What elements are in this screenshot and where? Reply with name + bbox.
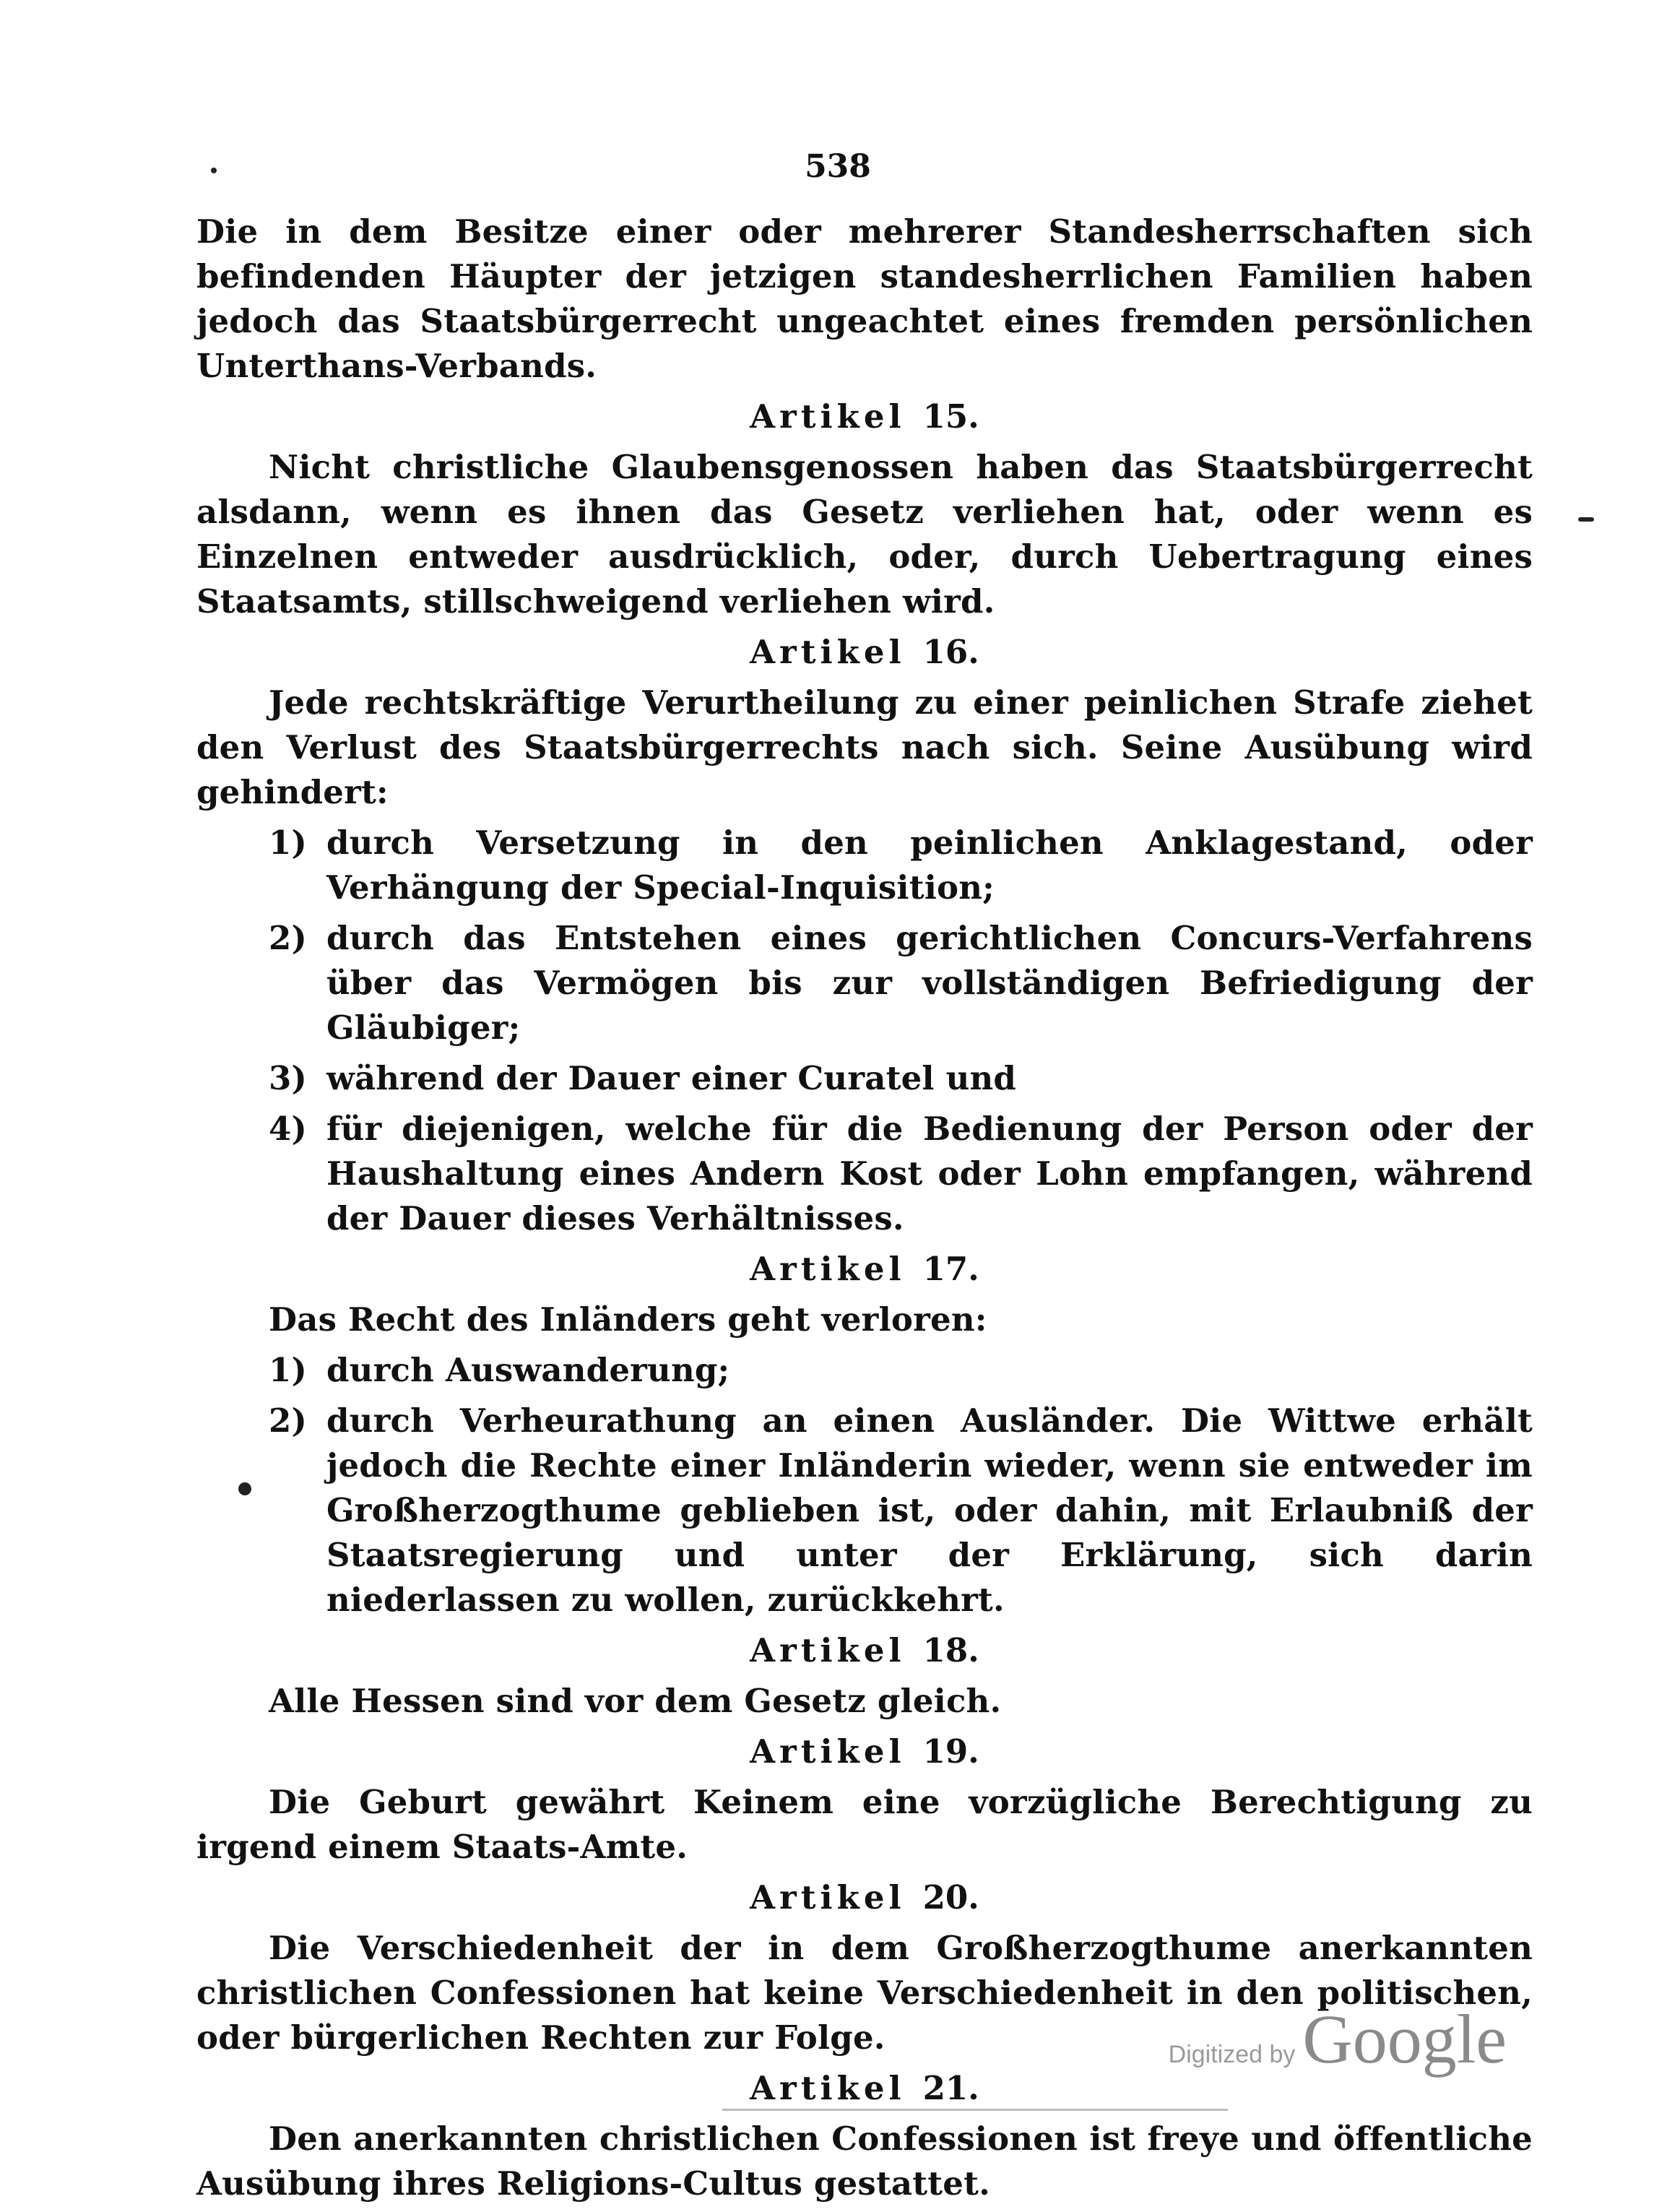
article-21-text: Den anerkannten christlichen Confessionen ist freye und öffentliche Ausübung ihres Religions-Cultus gestattet.: [196, 2120, 1533, 2203]
article-number: 15.: [922, 397, 979, 436]
list-text: durch Verheurathung an einen Ausländer. Die Wittwe erhält jedoch die Rechte einer Inländerin wieder, wenn sie entweder im Großherzogthume geblieben ist, oder dahin, mit Erlaubniß der Staatsregierung und unter der Erklärung, sich darin niederlassen zu wollen, zurückkehrt.: [326, 1401, 1533, 1619]
list-text: durch das Entstehen eines gerichtlichen Concurs-Verfahrens über das Vermögen bis zur vollständigen Befriedigung der Gläubiger;: [326, 919, 1533, 1047]
watermark-prefix: Digitized by: [1168, 2041, 1296, 2068]
list-marker: 1): [269, 1351, 308, 1389]
article-heading-label: Artikel: [750, 1631, 906, 1669]
list-item: [196, 821, 1533, 910]
list-item: [196, 1348, 1533, 1393]
speck-mark: [211, 168, 217, 173]
article-15-text: Nicht christliche Glaubensgenossen haben das Staatsbürgerrecht alsdann, wenn es ihnen das Gesetz verliehen hat, oder wenn es Einzelnen entweder ausdrücklich, oder, durch Uebertragung eines Staatsamts, stillschweigend verliehen wird.: [196, 448, 1533, 621]
article-heading-label: Artikel: [750, 1250, 906, 1288]
article-number: 19.: [922, 1732, 979, 1771]
intro-paragraph: Die in dem Besitze einer oder mehrerer Standesherrschaften sich befindenden Häupter der jetzigen standesherrlichen Familien haben jedoch das Staatsbürgerrecht ungeachtet eines fremden persönlichen Unterthans-Verbands.: [196, 212, 1533, 385]
list-text: während der Dauer einer Curatel und: [326, 1059, 1017, 1097]
list-item: [196, 1399, 1533, 1623]
list-marker: 1): [269, 824, 308, 862]
article-number: 17.: [922, 1250, 979, 1288]
list-marker: 4): [269, 1110, 308, 1148]
speck-mark: [1578, 517, 1594, 522]
list-marker: 2): [269, 1401, 308, 1440]
article-15-heading: [196, 394, 1533, 439]
google-logo: Google: [1302, 2000, 1507, 2078]
list-text: durch Versetzung in den peinlichen Anklagestand, oder Verhängung der Special-Inquisition;: [326, 824, 1533, 907]
article-18-heading: [196, 1628, 1533, 1673]
list-item: [196, 1056, 1533, 1101]
page-body: [196, 209, 1533, 2212]
digitization-watermark: [1169, 1999, 1507, 2079]
article-18-text: Alle Hessen sind vor dem Gesetz gleich.: [269, 1682, 1002, 1720]
article-20-text: Die Verschiedenheit der in dem Großherzogthume anerkannten christlichen Confessionen hat keine Verschiedenheit in den politischen, oder bürgerlichen Rechten zur Folge.: [196, 1929, 1533, 2057]
list-marker: 2): [269, 919, 308, 957]
list-item: [196, 916, 1533, 1050]
article-19-heading: [196, 1729, 1533, 1774]
article-19-text: Die Geburt gewährt Keinem eine vorzügliche Berechtigung zu irgend einem Staats-Amte.: [196, 1783, 1533, 1866]
list-item: [196, 1107, 1533, 1241]
article-number: 21.: [922, 2069, 979, 2107]
list-marker: 3): [269, 1059, 308, 1097]
list-text: durch Auswanderung;: [326, 1351, 730, 1389]
article-16-heading: [196, 630, 1533, 675]
article-heading-label: Artikel: [750, 1878, 906, 1917]
article-heading-label: Artikel: [750, 397, 906, 436]
speck-mark: [238, 1482, 251, 1495]
scan-edge-line: [722, 2109, 1228, 2111]
article-20-heading: [196, 1875, 1533, 1920]
article-heading-label: Artikel: [750, 1732, 906, 1771]
article-heading-label: Artikel: [750, 633, 906, 671]
page-number: 538: [805, 148, 871, 185]
article-17-heading: [196, 1247, 1533, 1292]
article-number: 16.: [922, 633, 979, 671]
article-17-text: Das Recht des Inländers geht verloren:: [269, 1300, 987, 1339]
article-number: 18.: [922, 1631, 979, 1669]
article-16-text: Jede rechtskräftige Verurtheilung zu einer peinlichen Strafe ziehet den Verlust des Staatsbürgerrechts nach sich. Seine Ausübung wird gehindert:: [196, 683, 1533, 811]
article-heading-label: Artikel: [750, 2069, 906, 2107]
article-number: 20.: [922, 1878, 979, 1917]
list-text: für diejenigen, welche für die Bedienung der Person oder der Haushaltung eines Andern Kost oder Lohn empfangen, während der Dauer dieses Verhältnisses.: [326, 1110, 1533, 1237]
